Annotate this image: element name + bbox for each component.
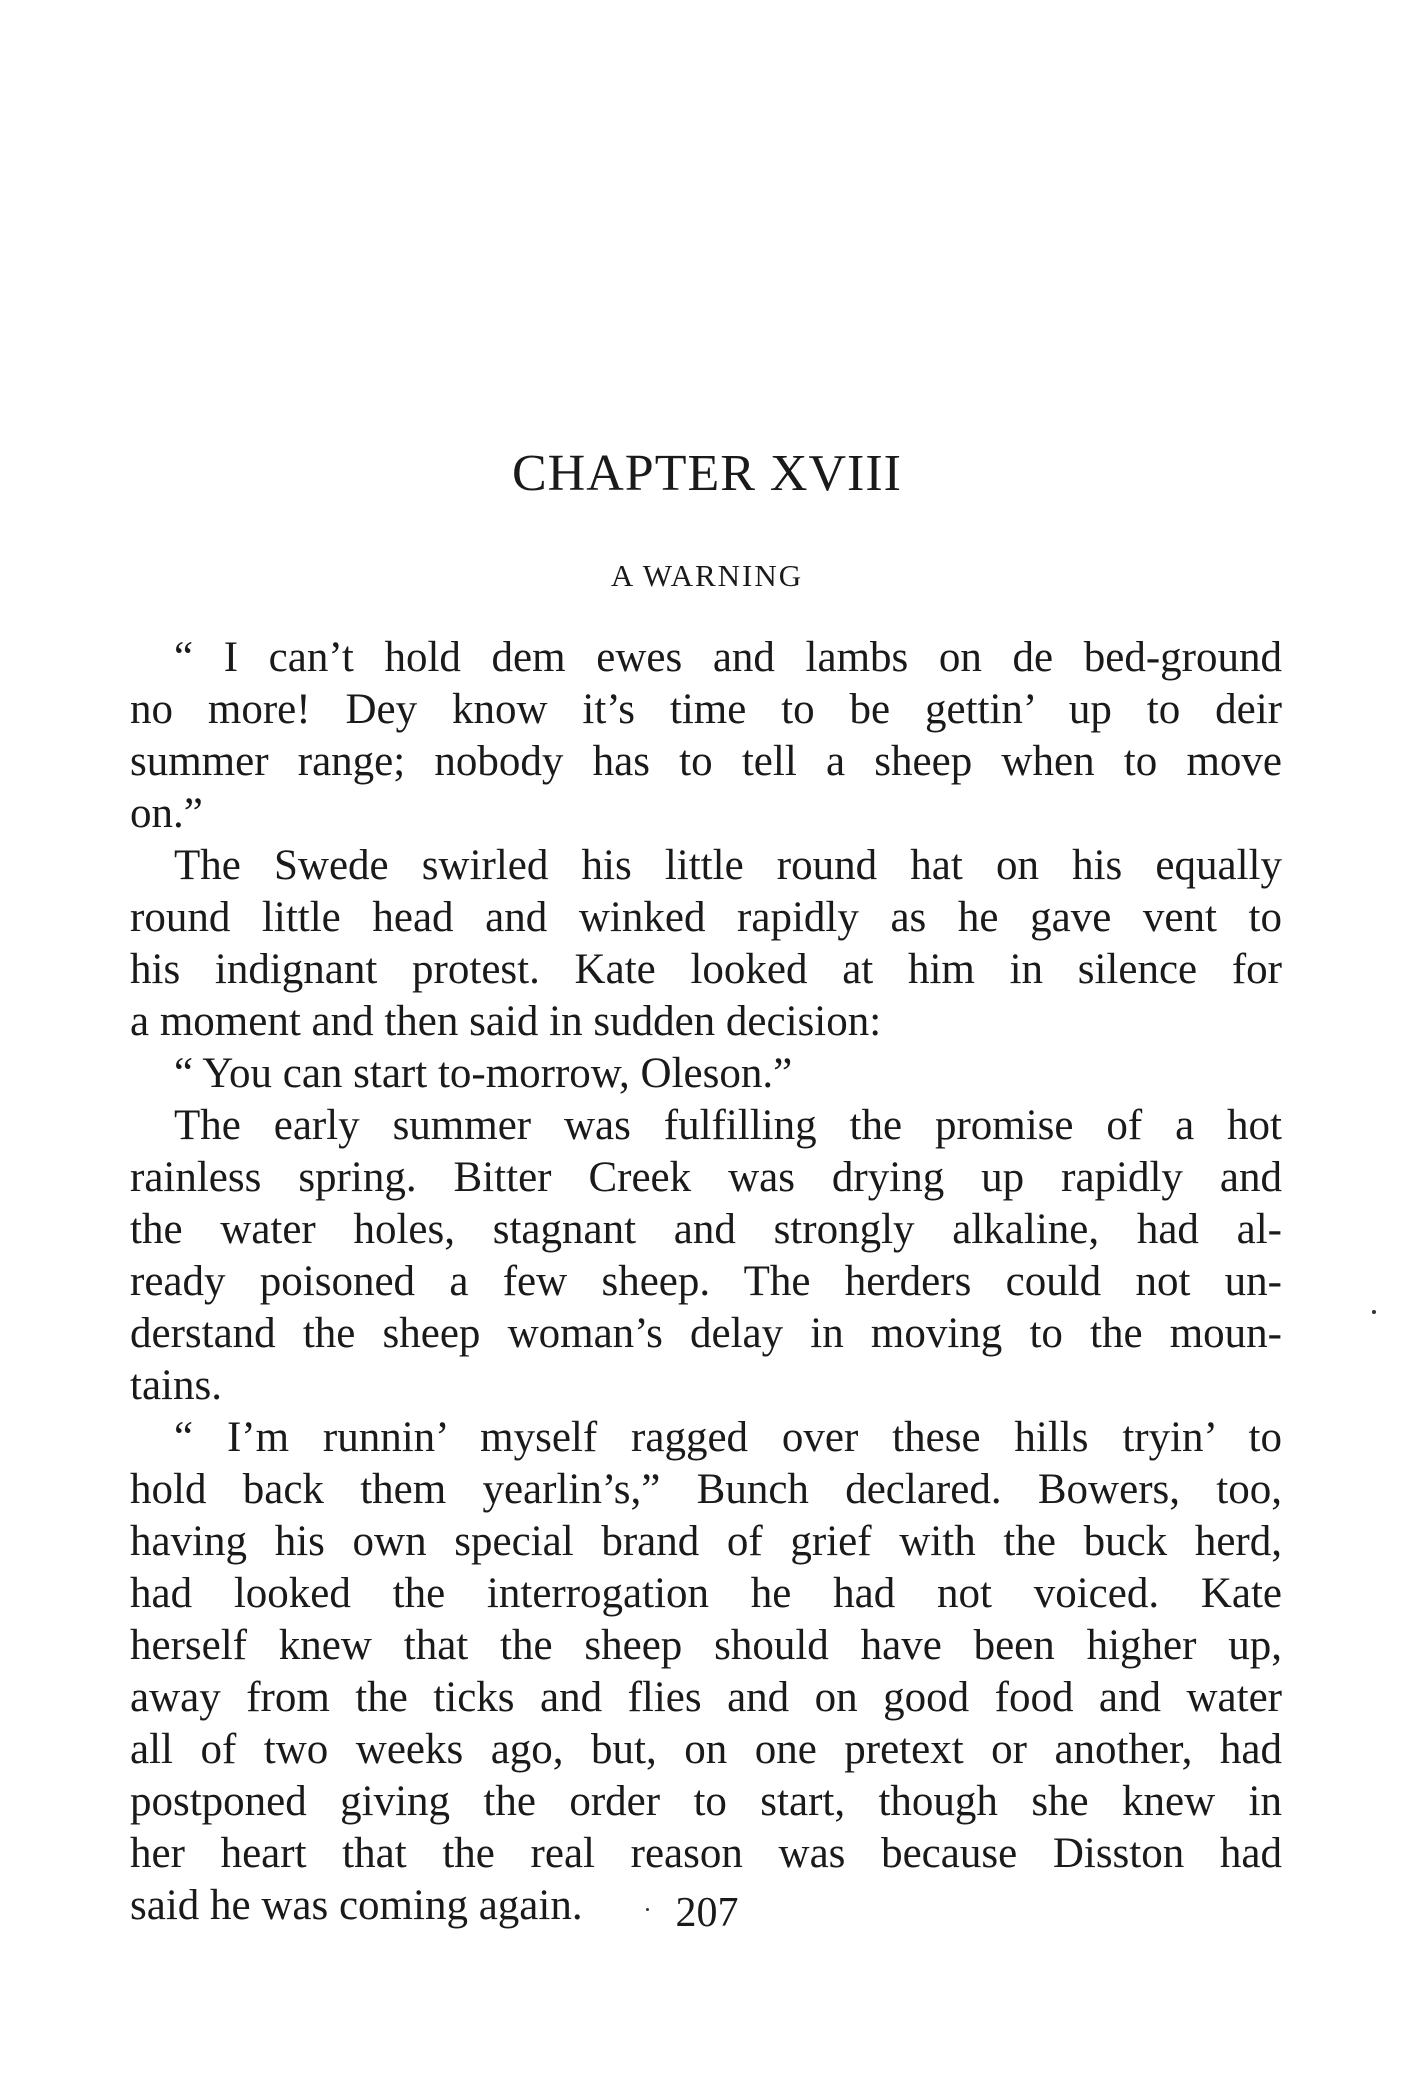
text-line: The early summer was fulfilling the promise of a hot xyxy=(174,1102,1282,1149)
ink-speck xyxy=(646,1908,649,1911)
text-line: the water holes, stagnant and strongly alkaline, had al- xyxy=(130,1206,1282,1253)
body-text xyxy=(130,632,1282,1932)
text-line: hold back them yearlin’s,” Bunch declared. Bowers, too, xyxy=(130,1466,1282,1513)
text-line: “ You can start to-morrow, Oleson.” xyxy=(174,1050,793,1097)
text-line: her heart that the real reason was because Disston had xyxy=(130,1830,1282,1877)
text-line: no more! Dey know it’s time to be gettin’ up to deir xyxy=(130,686,1282,733)
chapter-heading: CHAPTER XVIII xyxy=(512,445,902,502)
text-line: all of two weeks ago, but, on one pretext or another, had xyxy=(130,1726,1282,1773)
text-line: “ I’m runnin’ myself ragged over these hills tryin’ to xyxy=(174,1414,1282,1461)
text-line: postponed giving the order to start, though she knew in xyxy=(130,1778,1282,1825)
text-line: had looked the interrogation he had not voiced. Kate xyxy=(130,1570,1282,1617)
text-line: his indignant protest. Kate looked at him in silence for xyxy=(130,946,1282,993)
text-line: rainless spring. Bitter Creek was drying up rapidly and xyxy=(130,1154,1282,1201)
ink-speck xyxy=(1372,1310,1376,1314)
page-number: 207 xyxy=(675,1890,739,1936)
text-line: summer range; nobody has to tell a sheep when to move xyxy=(130,738,1282,785)
text-line: said he was coming again. xyxy=(130,1882,583,1929)
text-line: “ I can’t hold dem ewes and lambs on de bed-ground xyxy=(174,634,1282,681)
text-line: derstand the sheep woman’s delay in moving to the moun- xyxy=(130,1310,1282,1357)
text-line: tains. xyxy=(130,1362,222,1409)
text-line: away from the ticks and flies and on good food and water xyxy=(130,1674,1282,1721)
chapter-subtitle: A WARNING xyxy=(610,558,804,593)
text-line: having his own special brand of grief with the buck herd, xyxy=(130,1518,1282,1565)
text-line: a moment and then said in sudden decision: xyxy=(130,998,882,1045)
text-line: ready poisoned a few sheep. The herders could not un- xyxy=(130,1258,1282,1305)
text-line: on.” xyxy=(130,790,203,837)
text-line: herself knew that the sheep should have been higher up, xyxy=(130,1622,1282,1669)
text-line: round little head and winked rapidly as he gave vent to xyxy=(130,894,1282,941)
text-line: The Swede swirled his little round hat on his equally xyxy=(174,842,1282,889)
